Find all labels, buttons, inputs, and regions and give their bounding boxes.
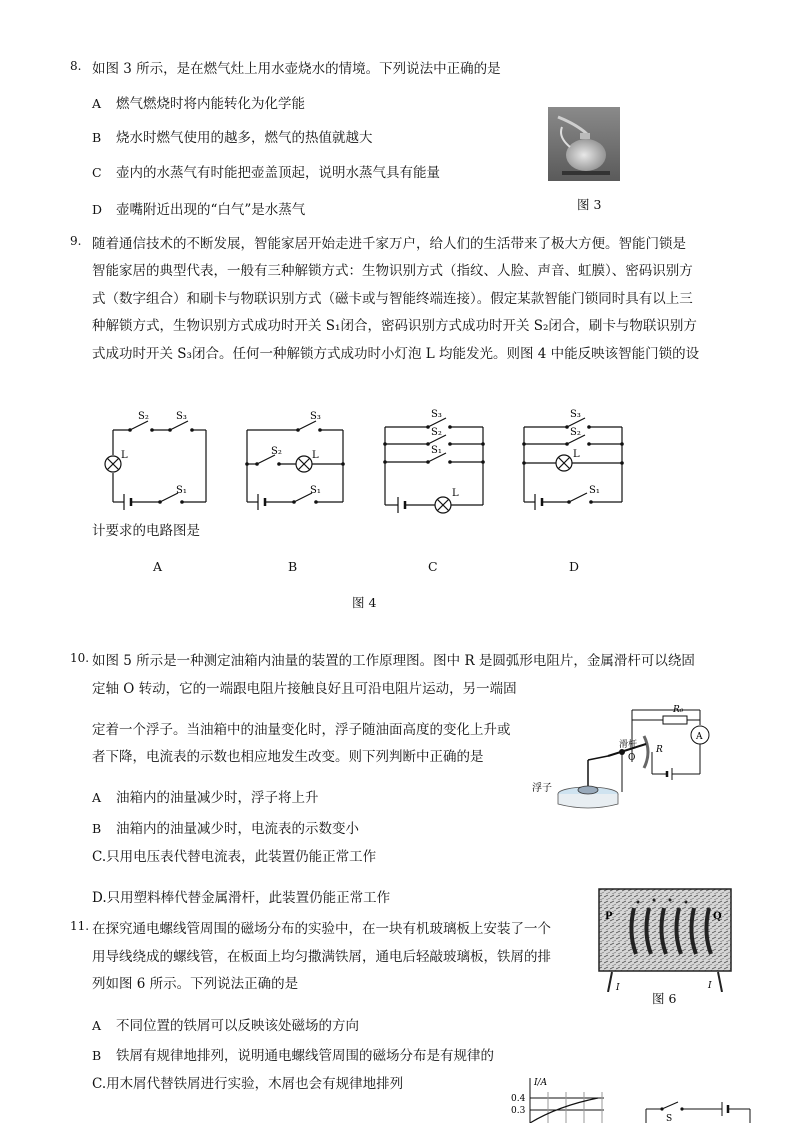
rod-label: 滑杆 <box>619 740 638 750</box>
r0-label: R₀ <box>673 705 684 715</box>
option-text: 壶嘴附近出现的“白气”是水蒸气 <box>116 202 306 218</box>
circuit-partial <box>640 1097 754 1123</box>
q8-option-c <box>92 161 440 181</box>
lamp-label: L <box>573 449 580 460</box>
p-label: P <box>605 911 613 922</box>
r-label: R <box>656 745 663 755</box>
q10-number: 10. <box>70 651 90 665</box>
option-letter: D. <box>92 890 107 906</box>
option-letter: C <box>92 165 102 180</box>
q9-line-2: 智能家居的典型代表，一般有三种解锁方式：生物识别方式（指纹、人脸、声音、虹膜）、密码识别方 <box>92 263 693 279</box>
q11-line-2: 用导线绕成的螺线管，在板面上均匀撒满铁屑，通电后轻敲玻璃板，铁屑的排 <box>92 949 551 965</box>
option-letter: B <box>92 130 102 145</box>
option-letter: B <box>92 1048 102 1063</box>
q10-line-4: 者下降，电流表的示数也相应地发生改变。则下列判断中正确的是 <box>92 749 484 765</box>
float-label: 浮子 <box>532 783 552 794</box>
option-text: 只用塑料棒代替金属滑杆，此装置仍能正常工作 <box>106 890 391 906</box>
figure-6-caption: 图 6 <box>652 991 677 1006</box>
q11-option-b <box>92 1044 494 1064</box>
s2-label: S₂ <box>570 427 581 438</box>
q11-option-c <box>92 1072 403 1092</box>
lamp-label: L <box>452 488 459 499</box>
q10-line-1: 如图 5 所示是一种测定油箱内油量的装置的工作原理图。图中 R 是圆弧形电阻片，金属滑杆可以绕固 <box>92 653 695 669</box>
kettle-photo <box>548 107 620 181</box>
q10-option-c <box>92 845 376 865</box>
figure-4-caption: 图 4 <box>352 595 377 610</box>
q8-number: 8. <box>70 59 82 73</box>
s2-label: S₂ <box>271 446 282 457</box>
q11-number: 11. <box>70 919 90 933</box>
s1-label: S₁ <box>310 485 321 496</box>
graph-y-label: I/A <box>534 1078 548 1088</box>
circuit-d-letter: D <box>569 559 580 574</box>
q8-option-b <box>92 126 373 146</box>
graph-tick-label: 0.3 <box>511 1106 526 1116</box>
option-letter: B <box>92 821 102 836</box>
s2-label: S₂ <box>138 411 149 422</box>
q10-option-a <box>92 786 319 806</box>
q11-line-1: 在探究通电螺线管周围的磁场分布的实验中，在一块有机玻璃板上安装了一个 <box>92 921 551 937</box>
circuit-d-diagram <box>517 405 629 517</box>
q10-option-b <box>92 817 359 837</box>
option-text: 不同位置的铁屑可以反映该处磁场的方向 <box>116 1018 359 1034</box>
option-text: 壶内的水蒸气有时能把壶盖顶起，说明水蒸气具有能量 <box>116 165 440 181</box>
solenoid-photo <box>598 888 732 992</box>
graph-tick-label: 0.4 <box>511 1094 526 1104</box>
option-text: 油箱内的油量减少时，浮子将上升 <box>116 790 319 806</box>
option-text: 烧水时燃气使用的越多，燃气的热值就越大 <box>116 130 373 146</box>
q10-option-d <box>92 886 390 906</box>
figure-3-caption: 图 3 <box>577 197 602 212</box>
circuit-b-letter: B <box>288 559 298 574</box>
circuit-c-diagram <box>378 405 490 517</box>
option-letter: A <box>92 96 102 111</box>
q8-option-d <box>92 198 305 218</box>
option-text: 只用电压表代替电流表，此装置仍能正常工作 <box>106 849 377 865</box>
s3-label: S₃ <box>176 411 187 422</box>
current-in-label: I <box>616 983 620 992</box>
s3-label: S₃ <box>310 411 321 422</box>
circuit-a-letter: A <box>153 559 163 574</box>
circuit-a-diagram <box>100 405 212 517</box>
s3-label: S₃ <box>570 409 581 420</box>
lamp-label: L <box>121 450 128 461</box>
current-out-label: I <box>708 981 712 991</box>
ammeter-label: A <box>696 732 703 742</box>
s1-label: S₁ <box>176 485 187 496</box>
option-text: 油箱内的油量减少时，电流表的示数变小 <box>116 821 359 837</box>
option-letter: A <box>92 1018 102 1033</box>
circuit-b-diagram <box>240 405 352 517</box>
q9-line-3: 式（数字组合）和刷卡与物联识别方式（磁卡或与智能终端连接）。假定某款智能门锁同时具有以上三 <box>92 291 693 307</box>
s3-label: S₃ <box>431 409 442 420</box>
lamp-label: L <box>312 450 319 461</box>
option-text: 铁屑有规律地排列，说明通电螺线管周围的磁场分布是有规律的 <box>116 1048 494 1064</box>
option-letter: C. <box>92 1076 107 1092</box>
s2-label: S₂ <box>431 427 442 438</box>
q9-line-1: 随着通信技术的不断发展，智能家居开始走进千家万户，给人们的生活带来了极大方便。智能门锁是 <box>92 236 686 252</box>
q9-line-4: 种解锁方式，生物识别方式成功时开关 S₁闭合，密码识别方式成功时开关 S₂闭合，刷卡与物联识别方 <box>92 318 697 334</box>
option-letter: A <box>92 790 102 805</box>
q10-line-2: 定轴 O 转动，它的一端跟电阻片接触良好且可沿电阻片运动，另一端固 <box>92 681 517 697</box>
iv-graph-partial <box>508 1074 608 1123</box>
q11-option-a <box>92 1014 359 1034</box>
s1-label: S₁ <box>431 445 442 456</box>
axis-o-label: O <box>628 753 636 763</box>
q9-continuation: 计要求的电路图是 <box>92 523 200 539</box>
circuit-c-letter: C <box>428 559 438 574</box>
option-text: 用木屑代替铁屑进行实验，木屑也会有规律地排列 <box>106 1076 404 1092</box>
switch-s-label: S <box>666 1114 673 1123</box>
option-text: 燃气燃烧时将内能转化为化学能 <box>116 96 305 112</box>
q9-line-5: 式成功时开关 S₃闭合。任何一种解锁方式成功时小灯泡 L 均能发光。则图 4 中能反映该智能门锁的设 <box>92 346 700 362</box>
q10-line-3: 定着一个浮子。当油箱中的油量变化时，浮子随油面高度的变化上升或 <box>92 722 511 738</box>
option-letter: C. <box>92 849 107 865</box>
s1-label: S₁ <box>589 485 600 496</box>
option-letter: D <box>92 202 103 217</box>
q8-stem: 如图 3 所示，是在燃气灶上用水壶烧水的情境。下列说法中正确的是 <box>92 61 501 77</box>
q11-line-3: 列如图 6 所示。下列说法正确的是 <box>92 976 299 992</box>
q8-option-a <box>92 92 305 112</box>
q9-number: 9. <box>70 234 82 248</box>
oil-gauge-diagram <box>528 700 718 812</box>
q-label: Q <box>713 911 722 922</box>
